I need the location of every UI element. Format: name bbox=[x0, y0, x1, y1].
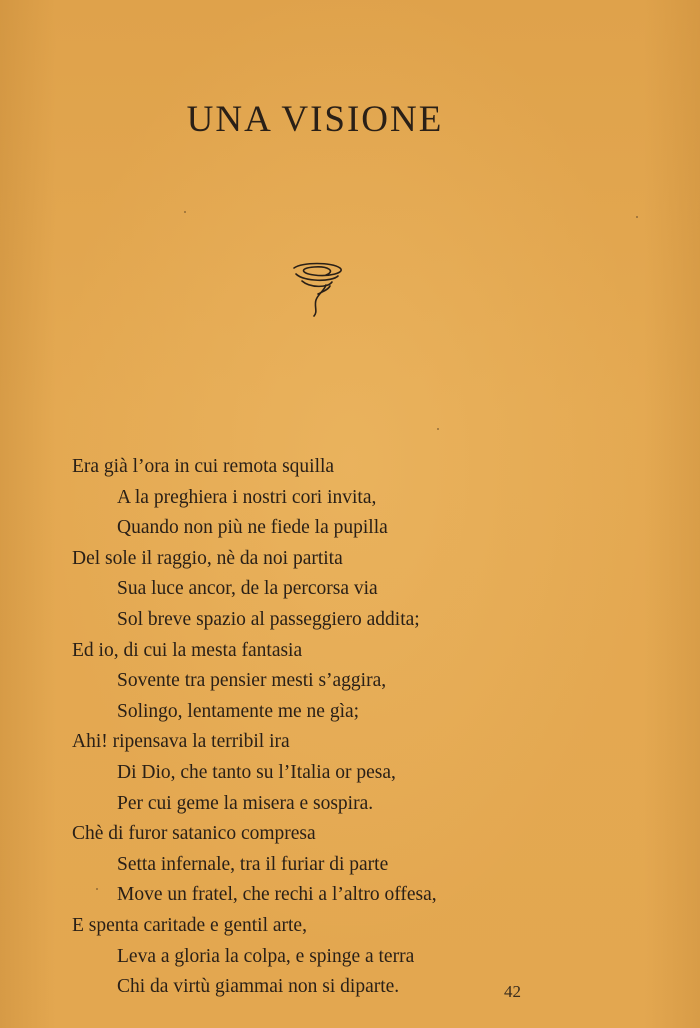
poem-line: Ed io, di cui la mesta fantasia bbox=[72, 639, 303, 661]
paper-speck bbox=[96, 888, 98, 890]
poem-line: Setta infernale, tra il furiar di parte bbox=[117, 853, 389, 875]
poem-line: Per cui geme la misera e sospira. bbox=[117, 792, 374, 814]
poem-line: Move un fratel, che rechi a l’altro offesa, bbox=[117, 884, 437, 906]
poem-line: Sol breve spazio al passeggiero addita; bbox=[117, 608, 420, 630]
poem-line: Chi da virtù giammai non si diparte. bbox=[117, 976, 400, 998]
poem-line: Sua luce ancor, de la percorsa via bbox=[117, 578, 378, 600]
paper-speck bbox=[437, 428, 439, 430]
poem-line: A la preghiera i nostri cori invita, bbox=[117, 486, 377, 508]
poem-line: Chè di furor satanico compresa bbox=[72, 823, 316, 845]
poem-line: Di Dio, che tanto su l’Italia or pesa, bbox=[117, 761, 396, 783]
poem-line: E spenta caritade e gentil arte, bbox=[72, 914, 307, 936]
poem-title: UNA VISIONE bbox=[186, 99, 444, 140]
poem-line: Solingo, lentamente me ne gìa; bbox=[117, 700, 360, 722]
paper-speck bbox=[184, 211, 186, 213]
page-number: 42 bbox=[504, 982, 521, 1001]
poem-line: Era già l’ora in cui remota squilla bbox=[72, 456, 335, 477]
poem-line: Del sole il raggio, nè da noi partita bbox=[72, 547, 343, 569]
scroll-flourish-icon bbox=[288, 258, 350, 320]
poem-line: Quando non più ne fiede la pupilla bbox=[117, 517, 388, 539]
poem-body bbox=[72, 452, 652, 1003]
poem-line: Ahi! ripensava la terribil ira bbox=[72, 731, 290, 753]
poem-line: Sovente tra pensier mesti s’aggira, bbox=[117, 670, 387, 692]
poem-line: Leva a gloria la colpa, e spinge a terra bbox=[117, 945, 415, 967]
paper-speck bbox=[636, 216, 638, 218]
